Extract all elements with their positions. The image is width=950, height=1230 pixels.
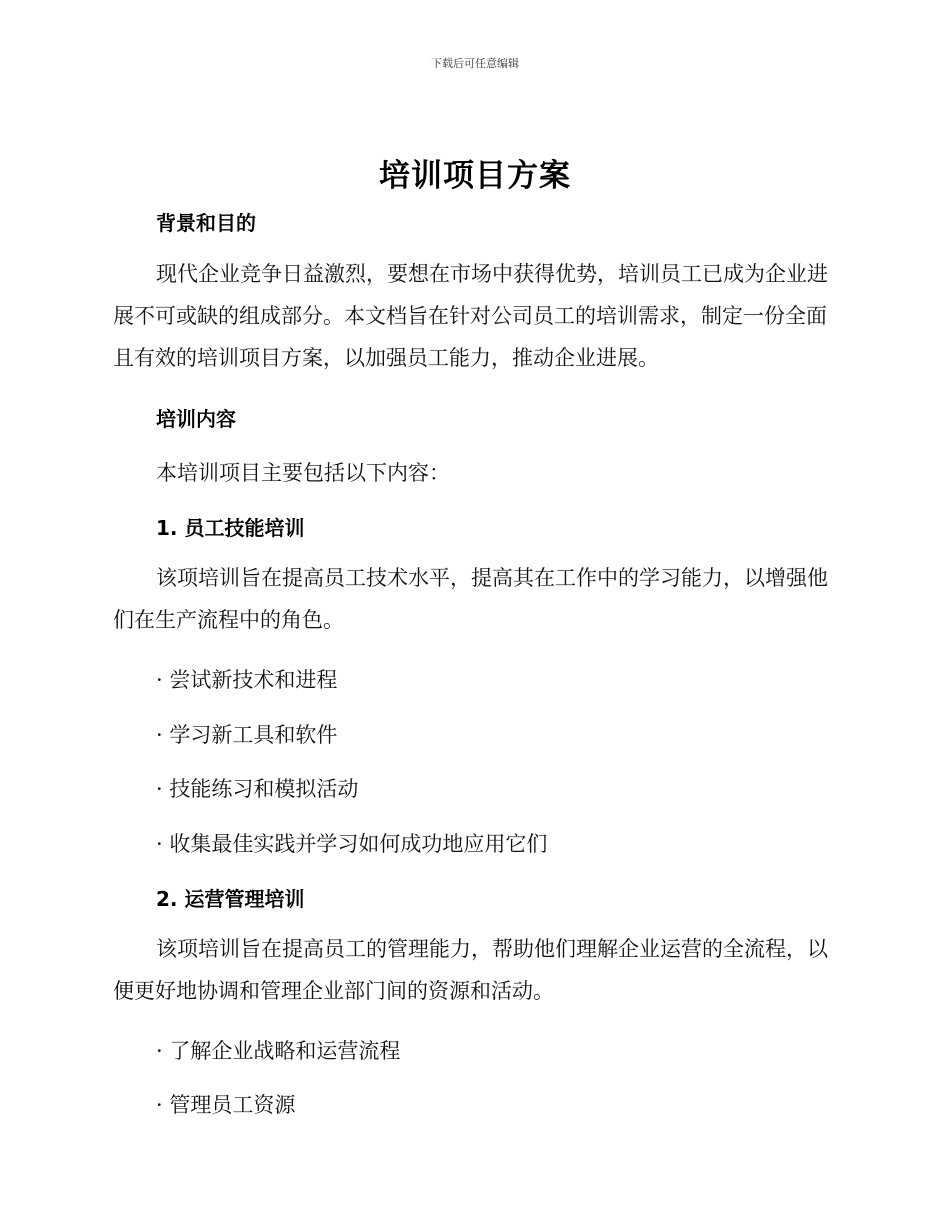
- list-item: · 收集最佳实践并学习如何成功地应用它们: [156, 832, 548, 856]
- background-paragraph: [113, 253, 838, 379]
- skills-text: 该项培训旨在提高员工技术水平，提高其在工作中的学习能力，以增强他们在生产流程中的角色。: [113, 566, 828, 632]
- content-intro: 本培训项目主要包括以下内容：: [156, 461, 450, 485]
- list-item: · 学习新工具和软件: [156, 723, 338, 747]
- section-heading-background: 背景和目的: [156, 211, 256, 235]
- list-item: · 尝试新技术和进程: [156, 668, 338, 692]
- list-item: · 管理员工资源: [156, 1093, 296, 1117]
- list-item: · 了解企业战略和运营流程: [156, 1039, 401, 1063]
- background-text: 现代企业竞争日益激烈，要想在市场中获得优势，培训员工已成为企业进展不可或缺的组成部分。本文档旨在针对公司员工的培训需求，制定一份全面且有效的培训项目方案，以加强员工能力，推动企业进展。: [113, 262, 828, 370]
- subsection-heading-operations: 2. 运营管理培训: [156, 887, 305, 911]
- operations-text: 该项培训旨在提高员工的管理能力，帮助他们理解企业运营的全流程，以便更好地协调和管理企业部门间的资源和活动。: [113, 937, 828, 1003]
- skills-paragraph: [113, 557, 838, 641]
- document-title: 培训项目方案: [379, 158, 571, 194]
- subsection-heading-skills: 1. 员工技能培训: [156, 516, 305, 540]
- section-heading-content: 培训内容: [156, 407, 236, 431]
- operations-paragraph: [113, 928, 838, 1012]
- header-note: 下载后可任意编辑: [431, 57, 519, 70]
- list-item: · 技能练习和模拟活动: [156, 777, 359, 801]
